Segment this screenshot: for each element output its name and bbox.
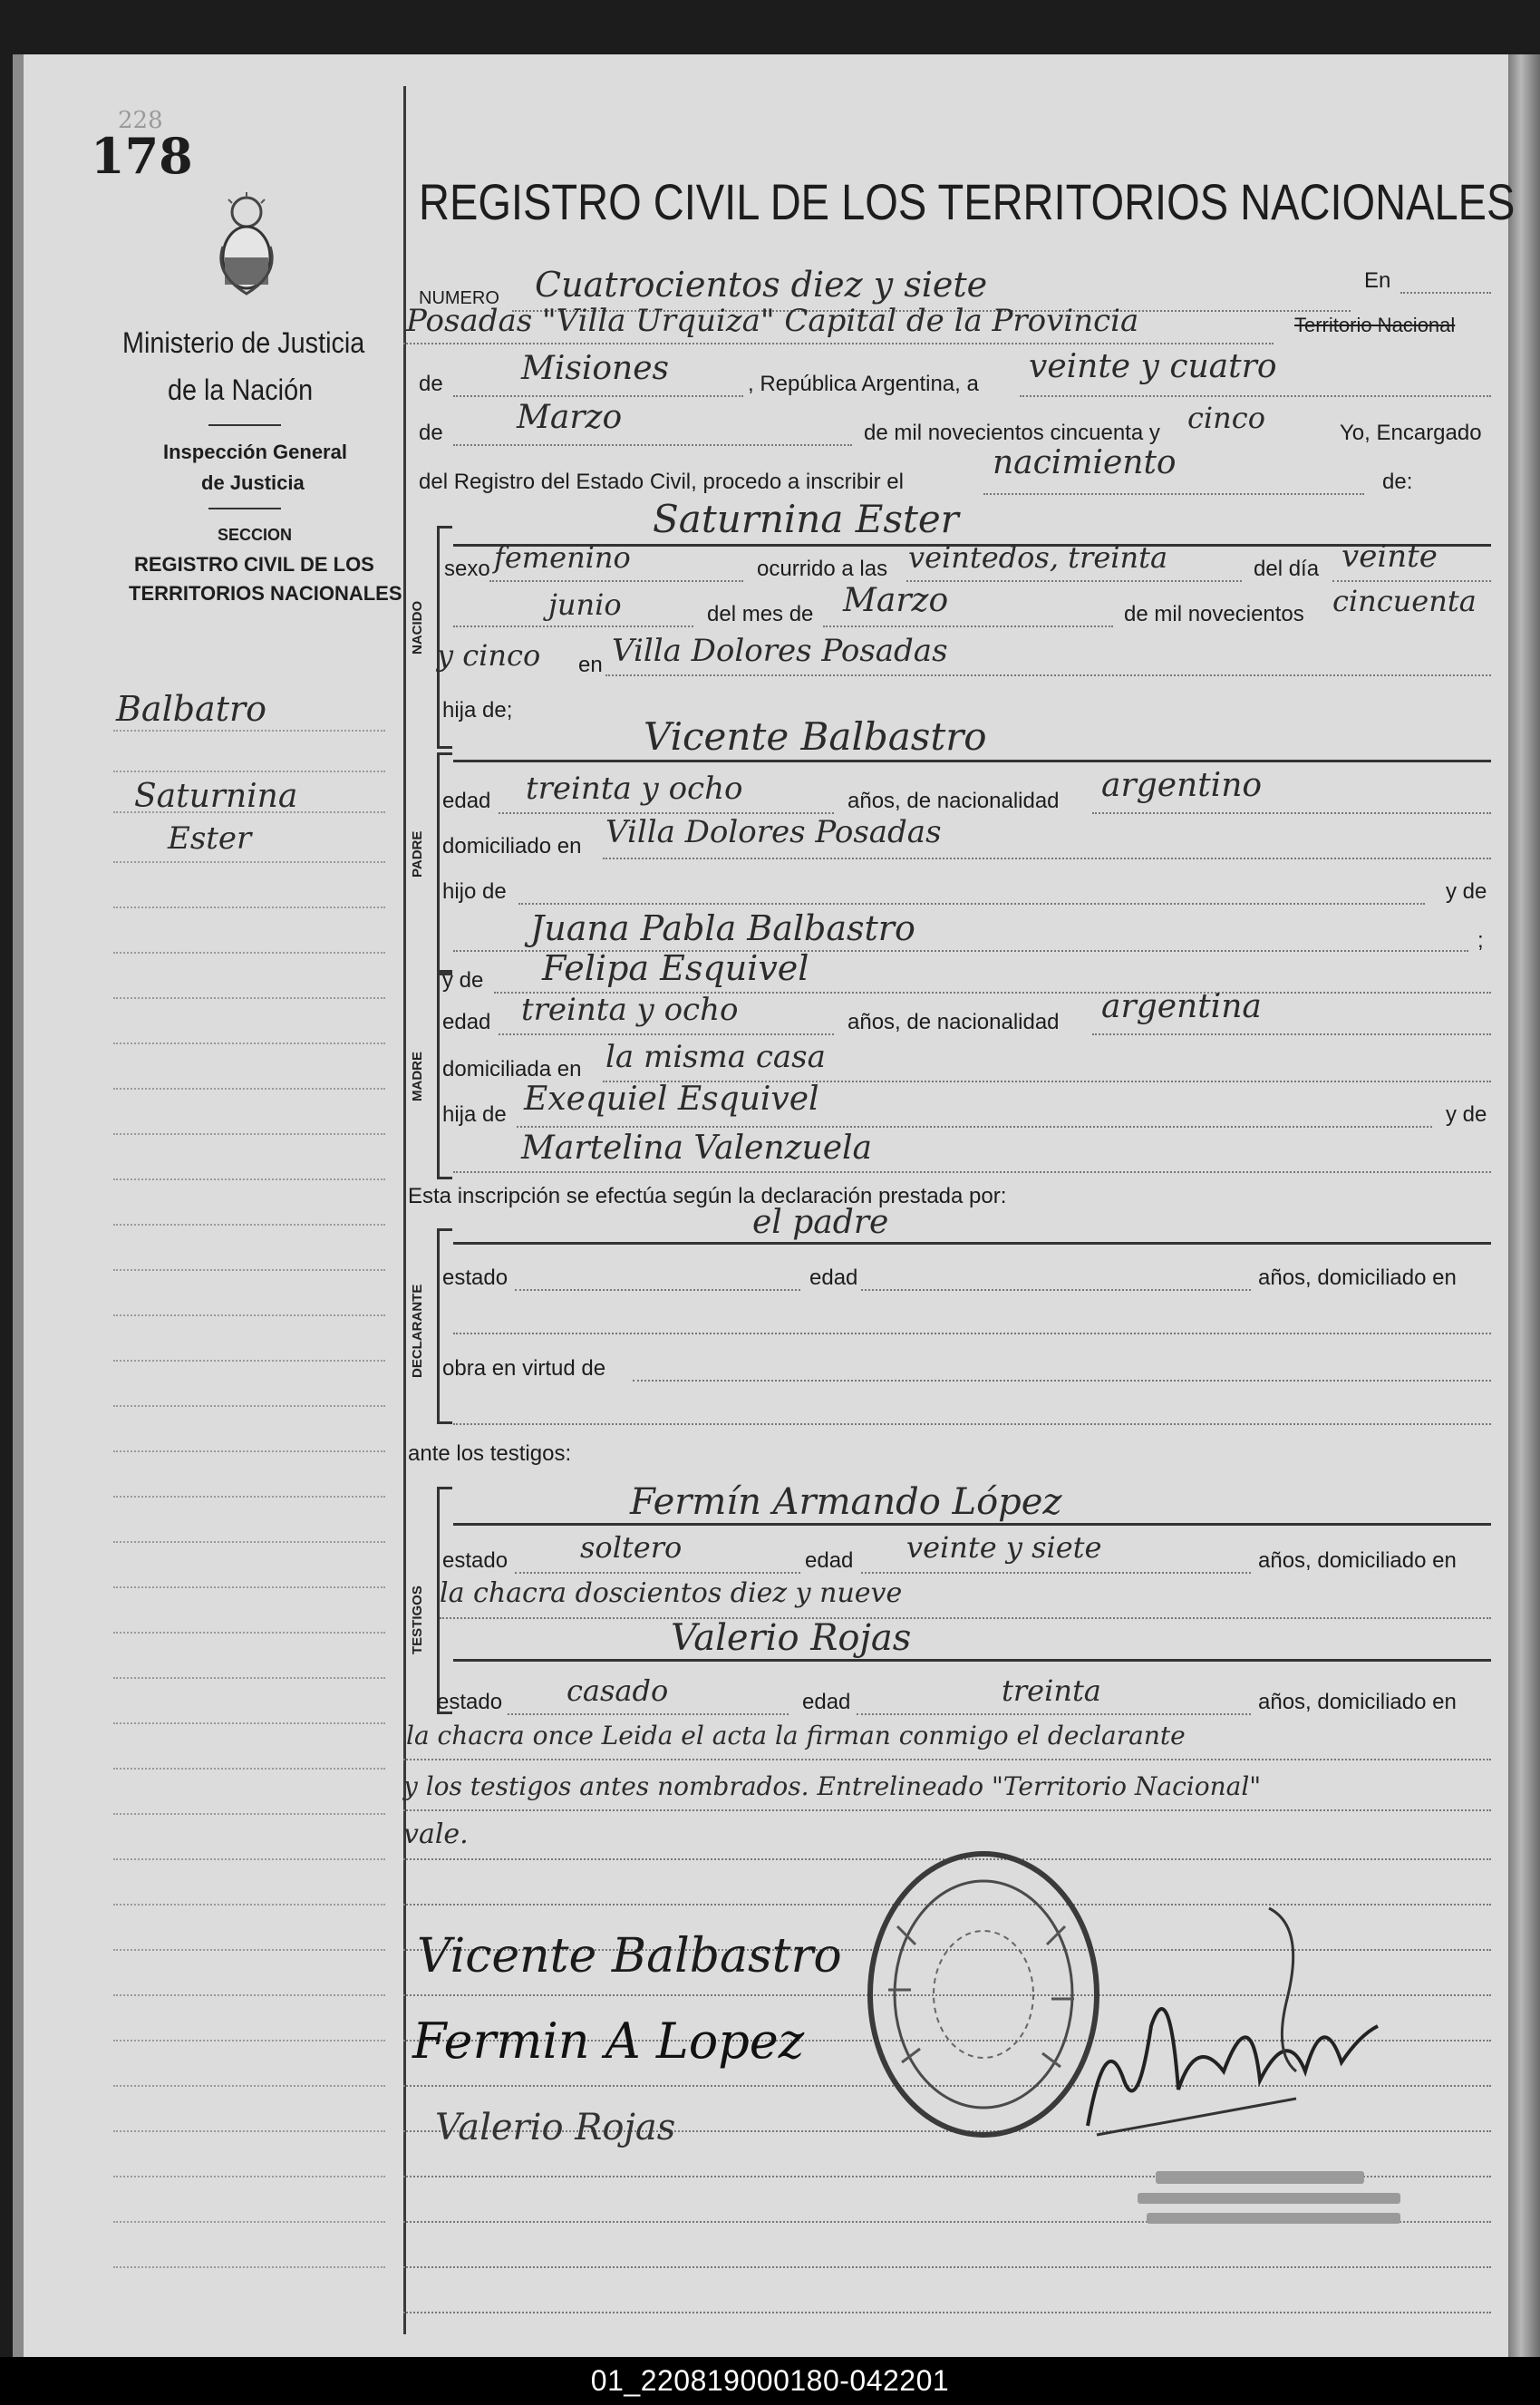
line-obra	[633, 1380, 1491, 1382]
line-act-type	[983, 493, 1364, 495]
registry-line1: REGISTRO CIVIL DE LOS	[134, 553, 374, 576]
field-madre-madre: Martelina Valenzuela	[521, 1130, 873, 1167]
section-declarante: DECLARANTE	[410, 1284, 425, 1378]
line-dom-declarante	[453, 1333, 1491, 1334]
ministry-line2: de la Nación	[168, 373, 314, 406]
label-anos-declarante: años, domiciliado en	[1258, 1266, 1457, 1290]
margin-line	[113, 1133, 385, 1135]
label-semicolon: ;	[1477, 928, 1484, 953]
line-dia	[1332, 580, 1491, 582]
field-t1-domicilio: la chacra doscientos diez y nueve	[440, 1577, 903, 1609]
line-t2-edad	[857, 1713, 1251, 1715]
margin-line	[113, 1360, 385, 1362]
margin-line	[113, 1722, 385, 1724]
line-domicilio-padre	[603, 858, 1491, 859]
label-territorio: Territorio Nacional	[1294, 314, 1456, 336]
label-yde-padre: y de	[1446, 879, 1487, 904]
field-nacido-name: Saturnina Ester	[653, 497, 959, 541]
field-padre-name: Vicente Balbastro	[644, 714, 987, 759]
coat-of-arms-icon	[214, 192, 279, 301]
label-yde-madre: y de	[442, 968, 484, 993]
label-anos-madre: años, de nacionalidad	[847, 1010, 1060, 1034]
margin-line	[113, 1269, 385, 1271]
margin-line	[113, 771, 385, 772]
field-anio: cincuenta	[1332, 584, 1477, 618]
label-en-nacido: en	[578, 653, 603, 677]
margin-line	[113, 1042, 385, 1044]
label-hija: hija de;	[442, 698, 513, 722]
label-registro: del Registro del Estado Civil, procedo a inscribir el	[419, 470, 904, 494]
label-edad-declarante: edad	[809, 1266, 858, 1290]
section-madre: MADRE	[410, 1052, 425, 1101]
label-domicilio-madre: domiciliada en	[442, 1057, 582, 1081]
margin-line	[113, 2221, 385, 2223]
field-year-suffix: cinco	[1187, 401, 1265, 435]
field-domicilio-padre: Villa Dolores Posadas	[605, 814, 942, 850]
section-padre: PADRE	[410, 830, 425, 878]
label-testigos: ante los testigos:	[408, 1441, 572, 1466]
line-edad-madre	[499, 1033, 834, 1035]
margin-line	[113, 2266, 385, 2268]
label-t2-estado: estado	[437, 1690, 503, 1714]
line-hija-madre	[517, 1126, 1432, 1128]
field-dia2: junio	[548, 587, 622, 622]
label-edad-padre: edad	[442, 789, 491, 813]
label-en: En	[1364, 268, 1391, 293]
label-edad-madre: edad	[442, 1010, 491, 1034]
field-act-type: nacimiento	[993, 444, 1177, 481]
field-padres-padre: Juana Pabla Balbastro	[530, 908, 915, 948]
section-label: SECCION	[218, 526, 293, 544]
margin-surname: Balbatro	[116, 689, 267, 729]
line-t1-domicilio	[440, 1617, 1491, 1619]
margin-line	[113, 2040, 385, 2041]
line-closing-1	[403, 1809, 1491, 1811]
label-estado-declarante: estado	[442, 1266, 508, 1290]
field-sexo: femenino	[494, 540, 631, 575]
label-de-3: de:	[1382, 470, 1413, 494]
line-nac-madre	[1092, 1033, 1491, 1035]
label-de: de	[419, 372, 443, 396]
field-day-text: veinte y cuatro	[1029, 348, 1277, 385]
field-t2-name: Valerio Rojas	[671, 1617, 912, 1659]
margin-divider	[403, 86, 406, 2334]
label-yde2-madre: y de	[1446, 1102, 1487, 1127]
margin-line	[113, 1178, 385, 1180]
line-sexo	[489, 580, 743, 582]
line-lugar	[605, 674, 1491, 676]
label-hija-madre: hija de	[442, 1102, 507, 1127]
sidebar-rule-1	[208, 424, 281, 426]
margin-line	[113, 2176, 385, 2177]
registry-line2: TERRITORIOS NACIONALES	[129, 582, 402, 605]
field-dia: veinte	[1341, 538, 1438, 575]
field-t1-name: Fermín Armando López	[630, 1481, 1062, 1523]
page-title: REGISTRO CIVIL DE LOS TERRITORIOS NACIONALES	[419, 173, 1516, 230]
label-de-2: de	[419, 421, 443, 445]
closing-line-1: y los testigos antes nombrados. Entrelineado "Territorio Nacional"	[403, 1771, 1262, 1801]
line-nac-padre	[1092, 812, 1491, 814]
margin-line	[113, 1586, 385, 1588]
line-t2-estado	[508, 1713, 789, 1715]
line-obra-2	[453, 1423, 1491, 1425]
margin-given-2: Ester	[168, 820, 252, 857]
margin-line	[113, 1224, 385, 1226]
label-obra: obra en virtud de	[442, 1356, 606, 1381]
margin-line	[113, 1813, 385, 1815]
field-t2-estado: casado	[567, 1673, 669, 1708]
field-nac-padre: argentino	[1101, 767, 1263, 804]
registrar-stamp-icon	[1128, 2162, 1428, 2271]
label-hijo-padre: hijo de	[442, 879, 507, 904]
margin-line	[113, 907, 385, 908]
field-madre-name: Felipa Esquivel	[542, 948, 809, 988]
field-nac-madre: argentina	[1101, 988, 1262, 1025]
field-hora: veintedos, treinta	[908, 540, 1168, 575]
label-t1-edad: edad	[805, 1548, 854, 1573]
line-hora	[906, 580, 1242, 582]
margin-line	[113, 997, 385, 999]
declaracion-text: Esta inscripción se efectúa según la declaración prestada por:	[408, 1184, 1007, 1208]
margin-line	[113, 1314, 385, 1316]
line-madre-madre	[453, 1171, 1491, 1173]
faint-stamp-number: 228	[118, 107, 163, 134]
signature-father: Vicente Balbastro	[417, 1929, 842, 1983]
field-numero: Cuatrocientos diez y siete	[535, 265, 988, 305]
margin-line	[113, 1632, 385, 1634]
section-testigos: TESTIGOS	[410, 1586, 425, 1654]
field-lugar: Villa Dolores Posadas	[612, 633, 948, 669]
margin-line	[113, 1405, 385, 1407]
line-day	[1020, 395, 1491, 397]
label-domicilio-padre: domiciliado en	[442, 834, 582, 858]
field-mes: Marzo	[843, 582, 949, 619]
field-province: Misiones	[521, 350, 670, 387]
field-t2-edad: treinta	[1002, 1673, 1101, 1708]
margin-line	[113, 2085, 385, 2087]
margin-line	[113, 1677, 385, 1679]
margin-line	[113, 1496, 385, 1498]
margin-line	[113, 952, 385, 954]
label-dia: del día	[1254, 557, 1320, 581]
sidebar-rule-2	[208, 508, 281, 509]
page-edge	[1508, 54, 1540, 2357]
label-numero: NUMERO	[419, 288, 499, 308]
footer-code: 01_220819000180-042201	[590, 2364, 950, 2397]
line-mes	[823, 625, 1113, 627]
field-month: Marzo	[517, 399, 623, 436]
label-t1-estado: estado	[442, 1548, 508, 1573]
margin-line	[113, 1768, 385, 1770]
ruled-line	[403, 2312, 1491, 2313]
label-ocurrido: ocurrido a las	[757, 557, 888, 581]
field-place: Posadas "Villa Urquiza" Capital de la Provincia	[406, 303, 1139, 339]
inspection-line2: de Justicia	[201, 471, 305, 494]
signature-witness-1: Fermin A Lopez	[412, 2012, 805, 2070]
page-number: 178	[91, 127, 193, 185]
field-declarante-name: el padre	[752, 1204, 889, 1241]
line-t1-estado	[515, 1572, 800, 1574]
label-yo: Yo, Encargado	[1340, 421, 1482, 445]
field-domicilio-madre: la misma casa	[605, 1039, 826, 1075]
label-sexo: sexo	[444, 557, 490, 581]
field-t2-domicilio: la chacra once Leida el acta la firman conmigo el declarante	[406, 1721, 1186, 1750]
closing-line-2: vale.	[403, 1818, 469, 1850]
field-t1-estado: soltero	[580, 1530, 683, 1565]
line-en	[1400, 292, 1491, 294]
field-madre-padre: Exequiel Esquivel	[524, 1081, 819, 1118]
label-mes: del mes de	[707, 602, 814, 626]
label-anos-padre: años, de nacionalidad	[847, 789, 1060, 813]
margin-line	[113, 2130, 385, 2132]
margin-line	[113, 1088, 385, 1090]
field-edad-madre: treinta y ocho	[521, 992, 739, 1028]
label-t2-anos: años, domiciliado en	[1258, 1690, 1457, 1714]
line-hijo-padre	[518, 903, 1425, 905]
line-t1-edad	[861, 1572, 1251, 1574]
margin-line	[113, 1994, 385, 1996]
label-t1-anos: años, domiciliado en	[1258, 1548, 1457, 1573]
field-t1-edad: veinte y siete	[906, 1530, 1102, 1565]
margin-line	[113, 861, 385, 863]
line-t1-name	[453, 1523, 1491, 1526]
field-edad-padre: treinta y ocho	[526, 771, 743, 807]
line-t2-name	[453, 1659, 1491, 1662]
signature-witness-2: Valerio Rojas	[435, 2107, 676, 2148]
line-t2-domicilio	[403, 1759, 1491, 1760]
margin-line	[113, 1450, 385, 1452]
margin-line	[113, 1858, 385, 1860]
padre-bracket	[437, 752, 452, 975]
line-place	[403, 343, 1274, 344]
label-mil-nacido: de mil novecientos	[1124, 602, 1304, 626]
line-edad-declarante	[861, 1289, 1251, 1291]
line-province	[453, 395, 743, 397]
registrar-signature-icon	[1070, 1890, 1396, 2153]
label-republica: , República Argentina, a	[748, 372, 979, 396]
ministry-line1: Ministerio de Justicia	[122, 326, 365, 359]
label-mil: de mil novecientos cincuenta y	[864, 421, 1160, 445]
margin-line	[113, 1949, 385, 1951]
margin-line	[113, 1541, 385, 1543]
margin-line	[113, 730, 385, 732]
margin-line	[113, 1904, 385, 1906]
margin-given-1: Saturnina	[134, 778, 298, 815]
line-padre-name	[453, 760, 1491, 762]
line-estado-declarante	[515, 1289, 800, 1291]
section-nacido: NACIDO	[410, 600, 425, 655]
label-t2-edad: edad	[802, 1690, 851, 1714]
line-dia2	[453, 625, 693, 627]
inspection-line1: Inspección General	[163, 441, 347, 463]
field-anio2: y cinco	[437, 638, 541, 673]
declarante-bracket	[437, 1228, 452, 1424]
line-declarante-name	[453, 1242, 1491, 1245]
line-month	[453, 444, 852, 446]
